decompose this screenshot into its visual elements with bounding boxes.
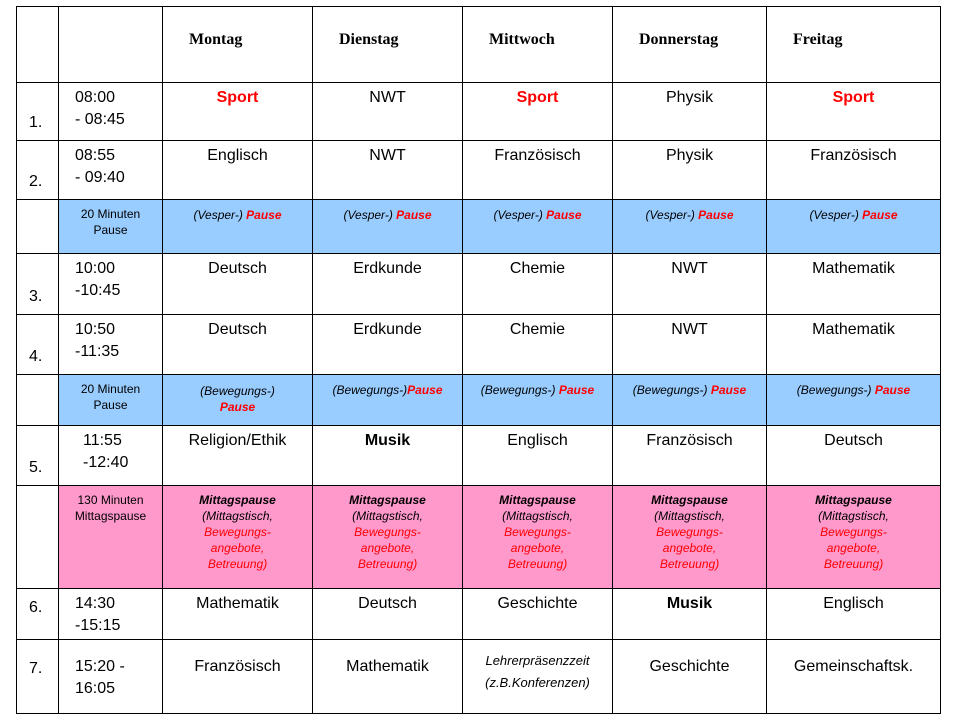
lesson-cell: Sport — [163, 83, 313, 141]
lunch-cell: Mittagspause (Mittagstisch, Bewegungs- angebote, Betreuung) — [463, 485, 613, 588]
day-header-mon: Montag — [163, 7, 313, 83]
day-header-fri: Freitag — [767, 7, 941, 83]
period-row — [17, 426, 941, 486]
period-row — [17, 253, 941, 315]
time-start: 10:50 — [75, 321, 116, 339]
lesson-cell: Englisch — [163, 140, 313, 200]
time-start: 08:00 — [75, 89, 116, 107]
time-end: -12:40 — [83, 454, 129, 472]
lesson-cell: Mathematik — [767, 253, 941, 315]
period-row — [17, 315, 941, 375]
lesson-cell: Sport — [463, 83, 613, 141]
lesson-cell: Geschichte — [613, 639, 767, 713]
period-time — [59, 83, 163, 141]
lunch-cell: Mittagspause (Mittagstisch, Bewegungs- angebote, Betreuung) — [613, 485, 767, 588]
period-time — [59, 140, 163, 200]
break-label: 20 Minuten Pause — [59, 200, 163, 253]
time-start: 15:20 - — [75, 657, 125, 675]
lesson-cell: Deutsch — [163, 315, 313, 375]
break-cell: (Bewegungs-) Pause — [767, 374, 941, 425]
period-row — [17, 140, 941, 200]
break-row-vesper — [17, 200, 941, 253]
lesson-cell: NWT — [313, 140, 463, 200]
time-end: - 09:40 — [75, 168, 125, 186]
day-header-wed: Mittwoch — [463, 7, 613, 83]
time-end: -10:45 — [75, 281, 121, 299]
period-number: 6. — [17, 588, 59, 639]
lesson-cell: Englisch — [463, 426, 613, 486]
lesson-cell: Französisch — [767, 140, 941, 200]
break-cell: (Bewegungs-) Pause — [613, 374, 767, 425]
lesson-cell: Französisch — [163, 639, 313, 713]
period-row — [17, 83, 941, 141]
lesson-cell: Französisch — [613, 426, 767, 486]
break-cell: (Bewegungs-)Pause — [313, 374, 463, 425]
lesson-cell: Sport — [767, 83, 941, 141]
break-spacer — [17, 374, 59, 425]
lesson-cell: Gemeinschaftsk. — [767, 639, 941, 713]
period-row — [17, 639, 941, 713]
lesson-cell: Musik — [613, 588, 767, 639]
lesson-cell: Mathematik — [767, 315, 941, 375]
break-cell: (Bewegungs-) Pause — [163, 374, 313, 425]
lesson-cell: Geschichte — [463, 588, 613, 639]
period-time — [59, 588, 163, 639]
period-row — [17, 588, 941, 639]
lunch-cell: Mittagspause (Mittagstisch, Bewegungs- angebote, Betreuung) — [313, 485, 463, 588]
time-end: -15:15 — [75, 616, 121, 634]
lesson-cell: NWT — [313, 83, 463, 141]
lesson-cell: Mathematik — [163, 588, 313, 639]
period-time — [59, 253, 163, 315]
period-time — [59, 426, 163, 486]
lesson-cell: Religion/Ethik — [163, 426, 313, 486]
period-number: 1. — [17, 83, 59, 141]
lesson-cell: Musik — [313, 426, 463, 486]
period-time — [59, 639, 163, 713]
time-start: 10:00 — [75, 259, 116, 277]
lesson-cell: NWT — [613, 253, 767, 315]
break-label: 20 Minuten Pause — [59, 374, 163, 425]
day-header-thu: Donnerstag — [613, 7, 767, 83]
lunch-row — [17, 485, 941, 588]
time-end: - 08:45 — [75, 111, 125, 129]
lesson-cell: Physik — [613, 140, 767, 200]
lesson-cell: Deutsch — [767, 426, 941, 486]
break-cell: (Vesper-) Pause — [613, 200, 767, 253]
time-end: 16:05 — [75, 679, 116, 697]
period-number: 5. — [17, 426, 59, 486]
lesson-cell: Deutsch — [163, 253, 313, 315]
period-number: 2. — [17, 140, 59, 200]
time-end: -11:35 — [75, 343, 120, 361]
time-start: 08:55 — [75, 146, 116, 164]
lesson-cell: Chemie — [463, 253, 613, 315]
period-time — [59, 315, 163, 375]
lesson-cell: Englisch — [767, 588, 941, 639]
timetable — [16, 6, 941, 714]
break-spacer — [17, 200, 59, 253]
day-header-tue: Dienstag — [313, 7, 463, 83]
lehrer-praesenz-cell: Lehrerpräsenzzeit (z.B.Konferenzen) — [463, 639, 613, 713]
lesson-cell: Mathematik — [313, 639, 463, 713]
lesson-cell: Französisch — [463, 140, 613, 200]
lunch-cell: Mittagspause (Mittagstisch, Bewegungs- angebote, Betreuung) — [767, 485, 941, 588]
time-header-cell — [59, 7, 163, 83]
period-number: 3. — [17, 253, 59, 315]
lesson-cell: Deutsch — [313, 588, 463, 639]
lesson-cell: Chemie — [463, 315, 613, 375]
break-cell: (Bewegungs-) Pause — [463, 374, 613, 425]
break-row-bewegung — [17, 374, 941, 425]
lunch-cell: Mittagspause (Mittagstisch, Bewegungs- angebote, Betreuung) — [163, 485, 313, 588]
lesson-cell: Physik — [613, 83, 767, 141]
lesson-cell: NWT — [613, 315, 767, 375]
break-cell: (Vesper-) Pause — [313, 200, 463, 253]
break-cell: (Vesper-) Pause — [163, 200, 313, 253]
header-row — [17, 7, 941, 83]
break-cell: (Vesper-) Pause — [767, 200, 941, 253]
period-number: 4. — [17, 315, 59, 375]
period-number: 7. — [17, 639, 59, 713]
lesson-cell: Erdkunde — [313, 315, 463, 375]
lesson-cell: Erdkunde — [313, 253, 463, 315]
lunch-spacer — [17, 485, 59, 588]
time-start: 11:55 — [83, 432, 122, 450]
corner-cell — [17, 7, 59, 83]
break-cell: (Vesper-) Pause — [463, 200, 613, 253]
lunch-label: 130 Minuten Mittagspause — [59, 485, 163, 588]
time-start: 14:30 — [75, 594, 116, 612]
